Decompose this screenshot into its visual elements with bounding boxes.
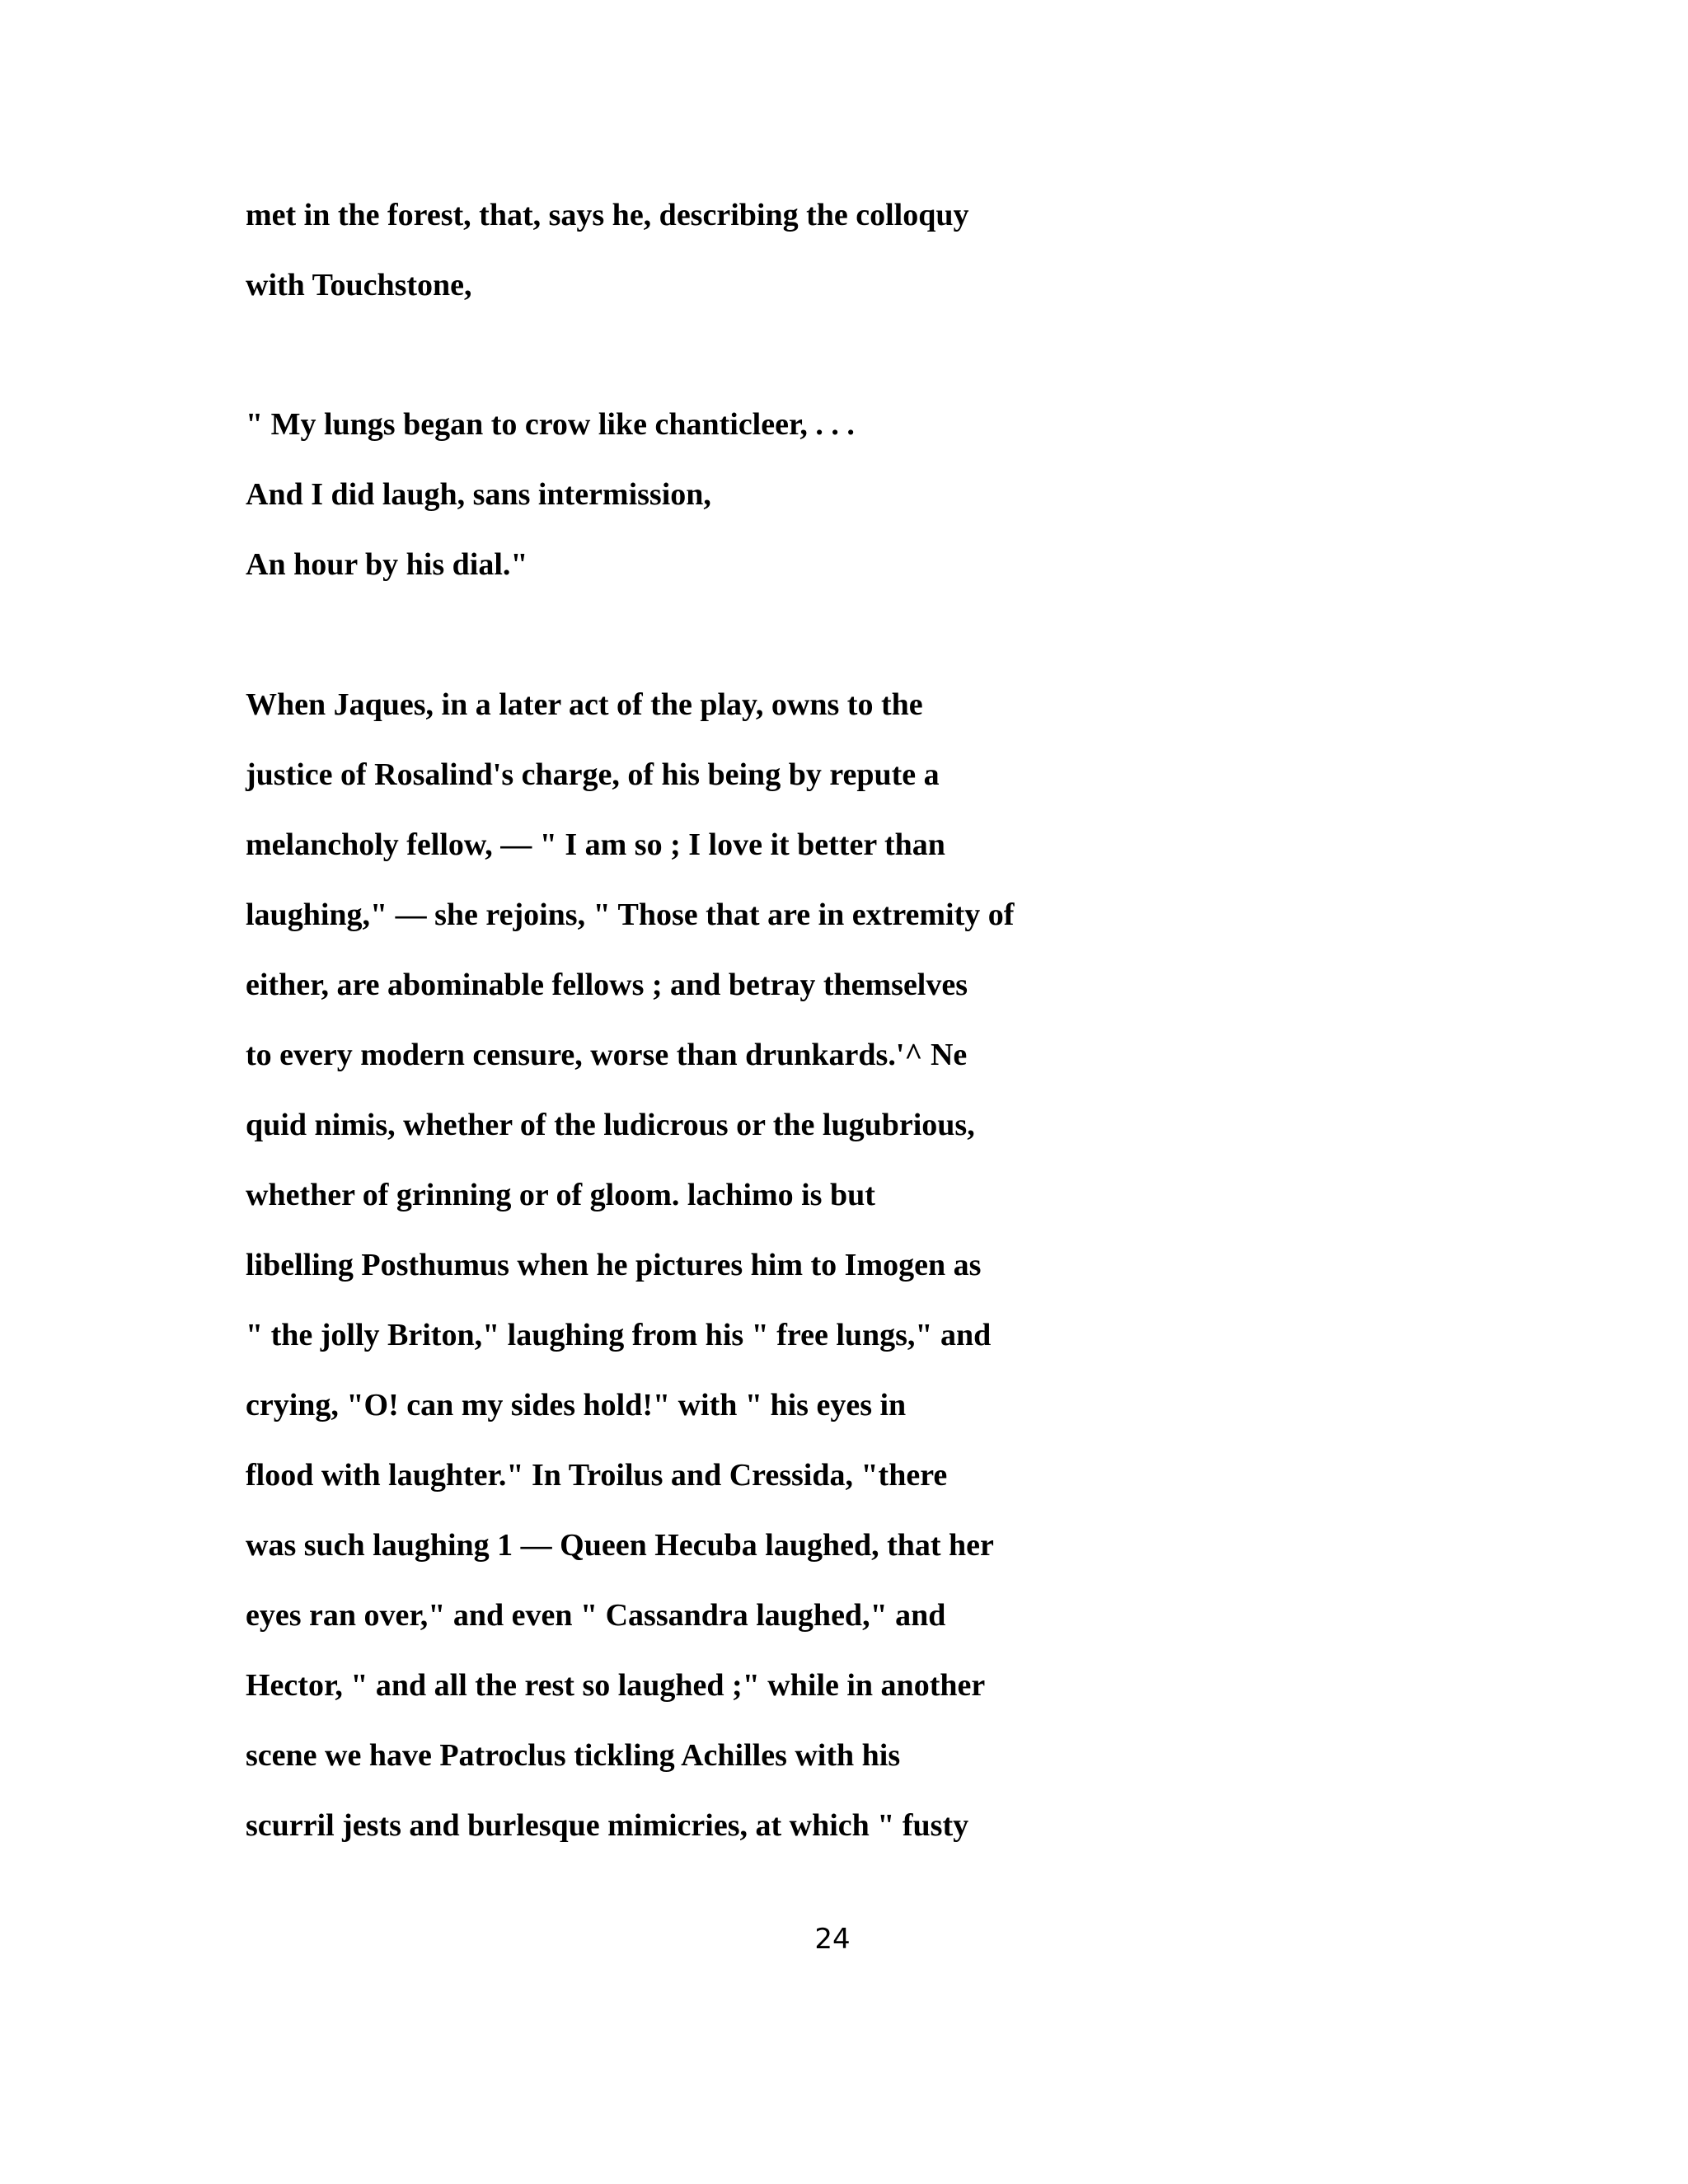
text-line: melancholy fellow, — " I am so ; I love it better than — [246, 827, 945, 862]
text-line: libelling Posthumus when he pictures him to Imogen as — [246, 1248, 982, 1282]
text-line: to every modern censure, worse than drunkards.'^ Ne — [246, 1038, 968, 1072]
text-line: eyes ran over," and even " Cassandra laughed," and — [246, 1598, 946, 1633]
text-line: either, are abominable fellows ; and betray themselves — [246, 968, 968, 1002]
verse-line: An hour by his dial." — [246, 547, 528, 582]
text-line: crying, "O! can my sides hold!" with " his eyes in — [246, 1388, 907, 1422]
text-line: Hector, " and all the rest so laughed ;" while in another — [246, 1668, 986, 1703]
verse-line: And I did laugh, sans intermission, — [246, 477, 711, 512]
text-line: quid nimis, whether of the ludicrous or the lugubrious, — [246, 1108, 975, 1142]
text-line: with Touchstone, — [246, 268, 472, 302]
page-number: 24 — [814, 1923, 851, 1956]
text-line: flood with laughter." In Troilus and Cressida, "there — [246, 1458, 948, 1493]
text-line: scene we have Patroclus tickling Achilles with his — [246, 1738, 901, 1773]
text-line: whether of grinning or of gloom. lachimo is but — [246, 1178, 875, 1212]
verse-line: " My lungs began to crow like chanticleer, . . . — [246, 407, 855, 442]
text-line: laughing," — she rejoins, " Those that are in extremity of — [246, 898, 1015, 932]
text-line: " the jolly Briton," laughing from his " free lungs," and — [246, 1318, 992, 1352]
text-line: justice of Rosalind's charge, of his being by repute a — [246, 757, 940, 792]
text-line: met in the forest, that, says he, describing the colloquy — [246, 198, 969, 232]
text-line: was such laughing 1 — Queen Hecuba laughed, that her — [246, 1528, 994, 1563]
text-line: When Jaques, in a later act of the play, owns to the — [246, 687, 923, 722]
text-line: scurril jests and burlesque mimicries, at which " fusty — [246, 1808, 969, 1843]
